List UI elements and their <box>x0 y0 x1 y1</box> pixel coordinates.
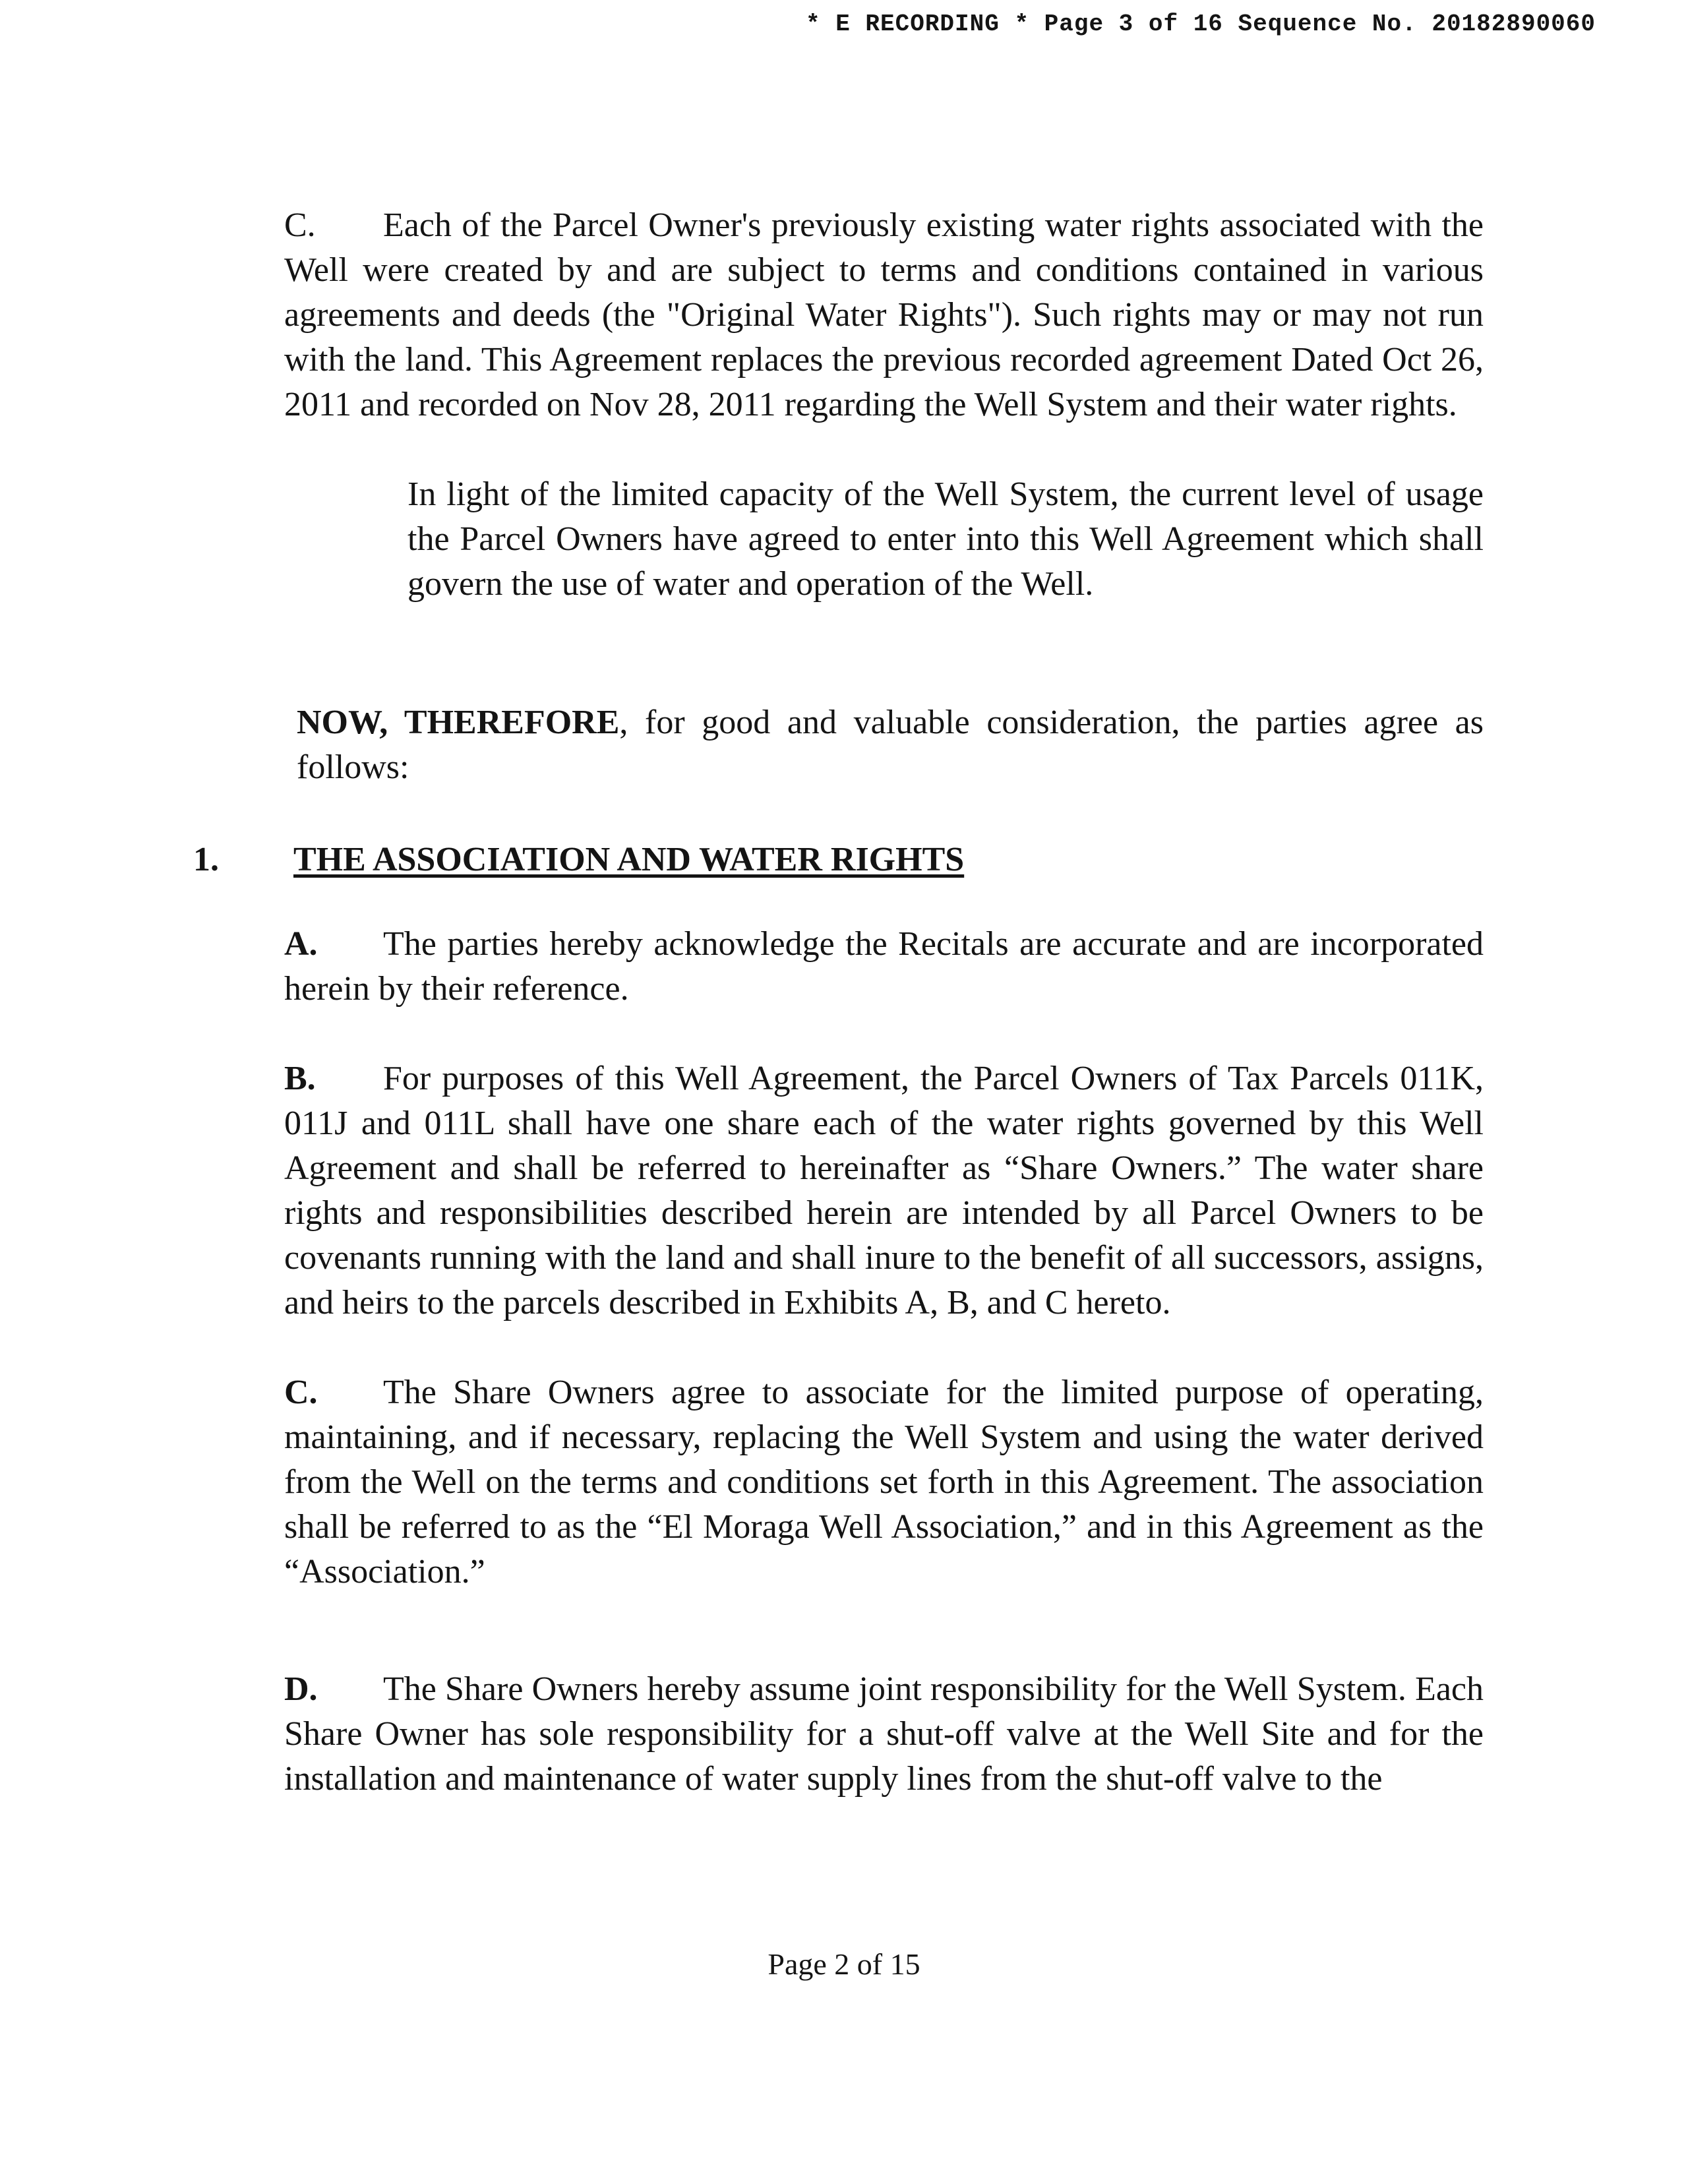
item-b-text: For purposes of this Well Agreement, the Parcel Owners of Tax Parcels 011K, 011J and 011L shall have one share each of the water rights governed by this Well Agreement and shall be referred to hereinafter as “Share Owners.” The water share rights and responsibilities described herein are intended by all Parcel Owners to be covenants running with the land and shall inure to the benefit of all successors, assigns, and heirs to the parcels described in Exhibits A, B, and C hereto. <box>284 1060 1484 1321</box>
item-a-letter: A. <box>284 925 318 963</box>
recital-c <box>193 203 1484 427</box>
recital-c-letter: C. <box>284 206 316 244</box>
now-therefore-text: , for good and valuable consideration, the parties agree as follows: <box>297 704 1484 786</box>
page-number: Page 2 of 15 <box>768 1947 920 1981</box>
recital-c-text: Each of the Parcel Owner's previously existing water rights associated with the Well were created by and are subject to terms and conditions contained in various agreements and deeds (the "Original Water Rights"). Such rights may or may not run with the land. This Agreement replaces the previous recorded agreement Dated Oct 26, 2011 and recorded on Nov 28, 2011 regarding the Well System and their water rights. <box>284 206 1484 423</box>
item-d-text: The Share Owners hereby assume joint responsibility for the Well System. Each Share Owner has sole responsibility for a shut-off valve at the Well Site and for the installation and maintenance of water supply lines from the shut-off valve to the <box>284 1670 1484 1798</box>
section-1-item-d <box>193 1667 1484 1802</box>
document-body <box>193 203 1484 1802</box>
section-1-heading <box>193 837 1484 882</box>
recital-light <box>193 472 1484 607</box>
recital-light-text: In light of the limited capacity of the Well System, the current level of usage the Parcel Owners have agreed to enter into this Well Agreement which shall govern the use of water and operation of the Well. <box>407 475 1484 603</box>
section-1-title: THE ASSOCIATION AND WATER RIGHTS <box>293 841 965 878</box>
item-c-text: The Share Owners agree to associate for the limited purpose of operating, maintaining, and if necessary, replacing the Well System and using the water derived from the Well on the terms and conditions set forth in this Agreement. The association shall be referred to as the “El Moraga Well Association,” and in this Agreement as the “Association.” <box>284 1374 1484 1591</box>
recording-header: * E RECORDING * Page 3 of 16 Sequence No. 20182890060 <box>806 11 1596 38</box>
now-therefore-paragraph <box>193 700 1484 790</box>
section-1-item-b <box>193 1056 1484 1325</box>
section-1-item-c <box>193 1370 1484 1594</box>
section-1-item-a <box>193 922 1484 1012</box>
now-therefore-bold: NOW, THEREFORE <box>297 704 620 741</box>
item-b-letter: B. <box>284 1060 316 1097</box>
item-d-letter: D. <box>284 1670 318 1708</box>
section-1-number: 1. <box>193 841 219 878</box>
item-c-letter: C. <box>284 1374 318 1411</box>
item-a-text: The parties hereby acknowledge the Recitals are accurate and are incorporated herein by their reference. <box>284 925 1484 1008</box>
